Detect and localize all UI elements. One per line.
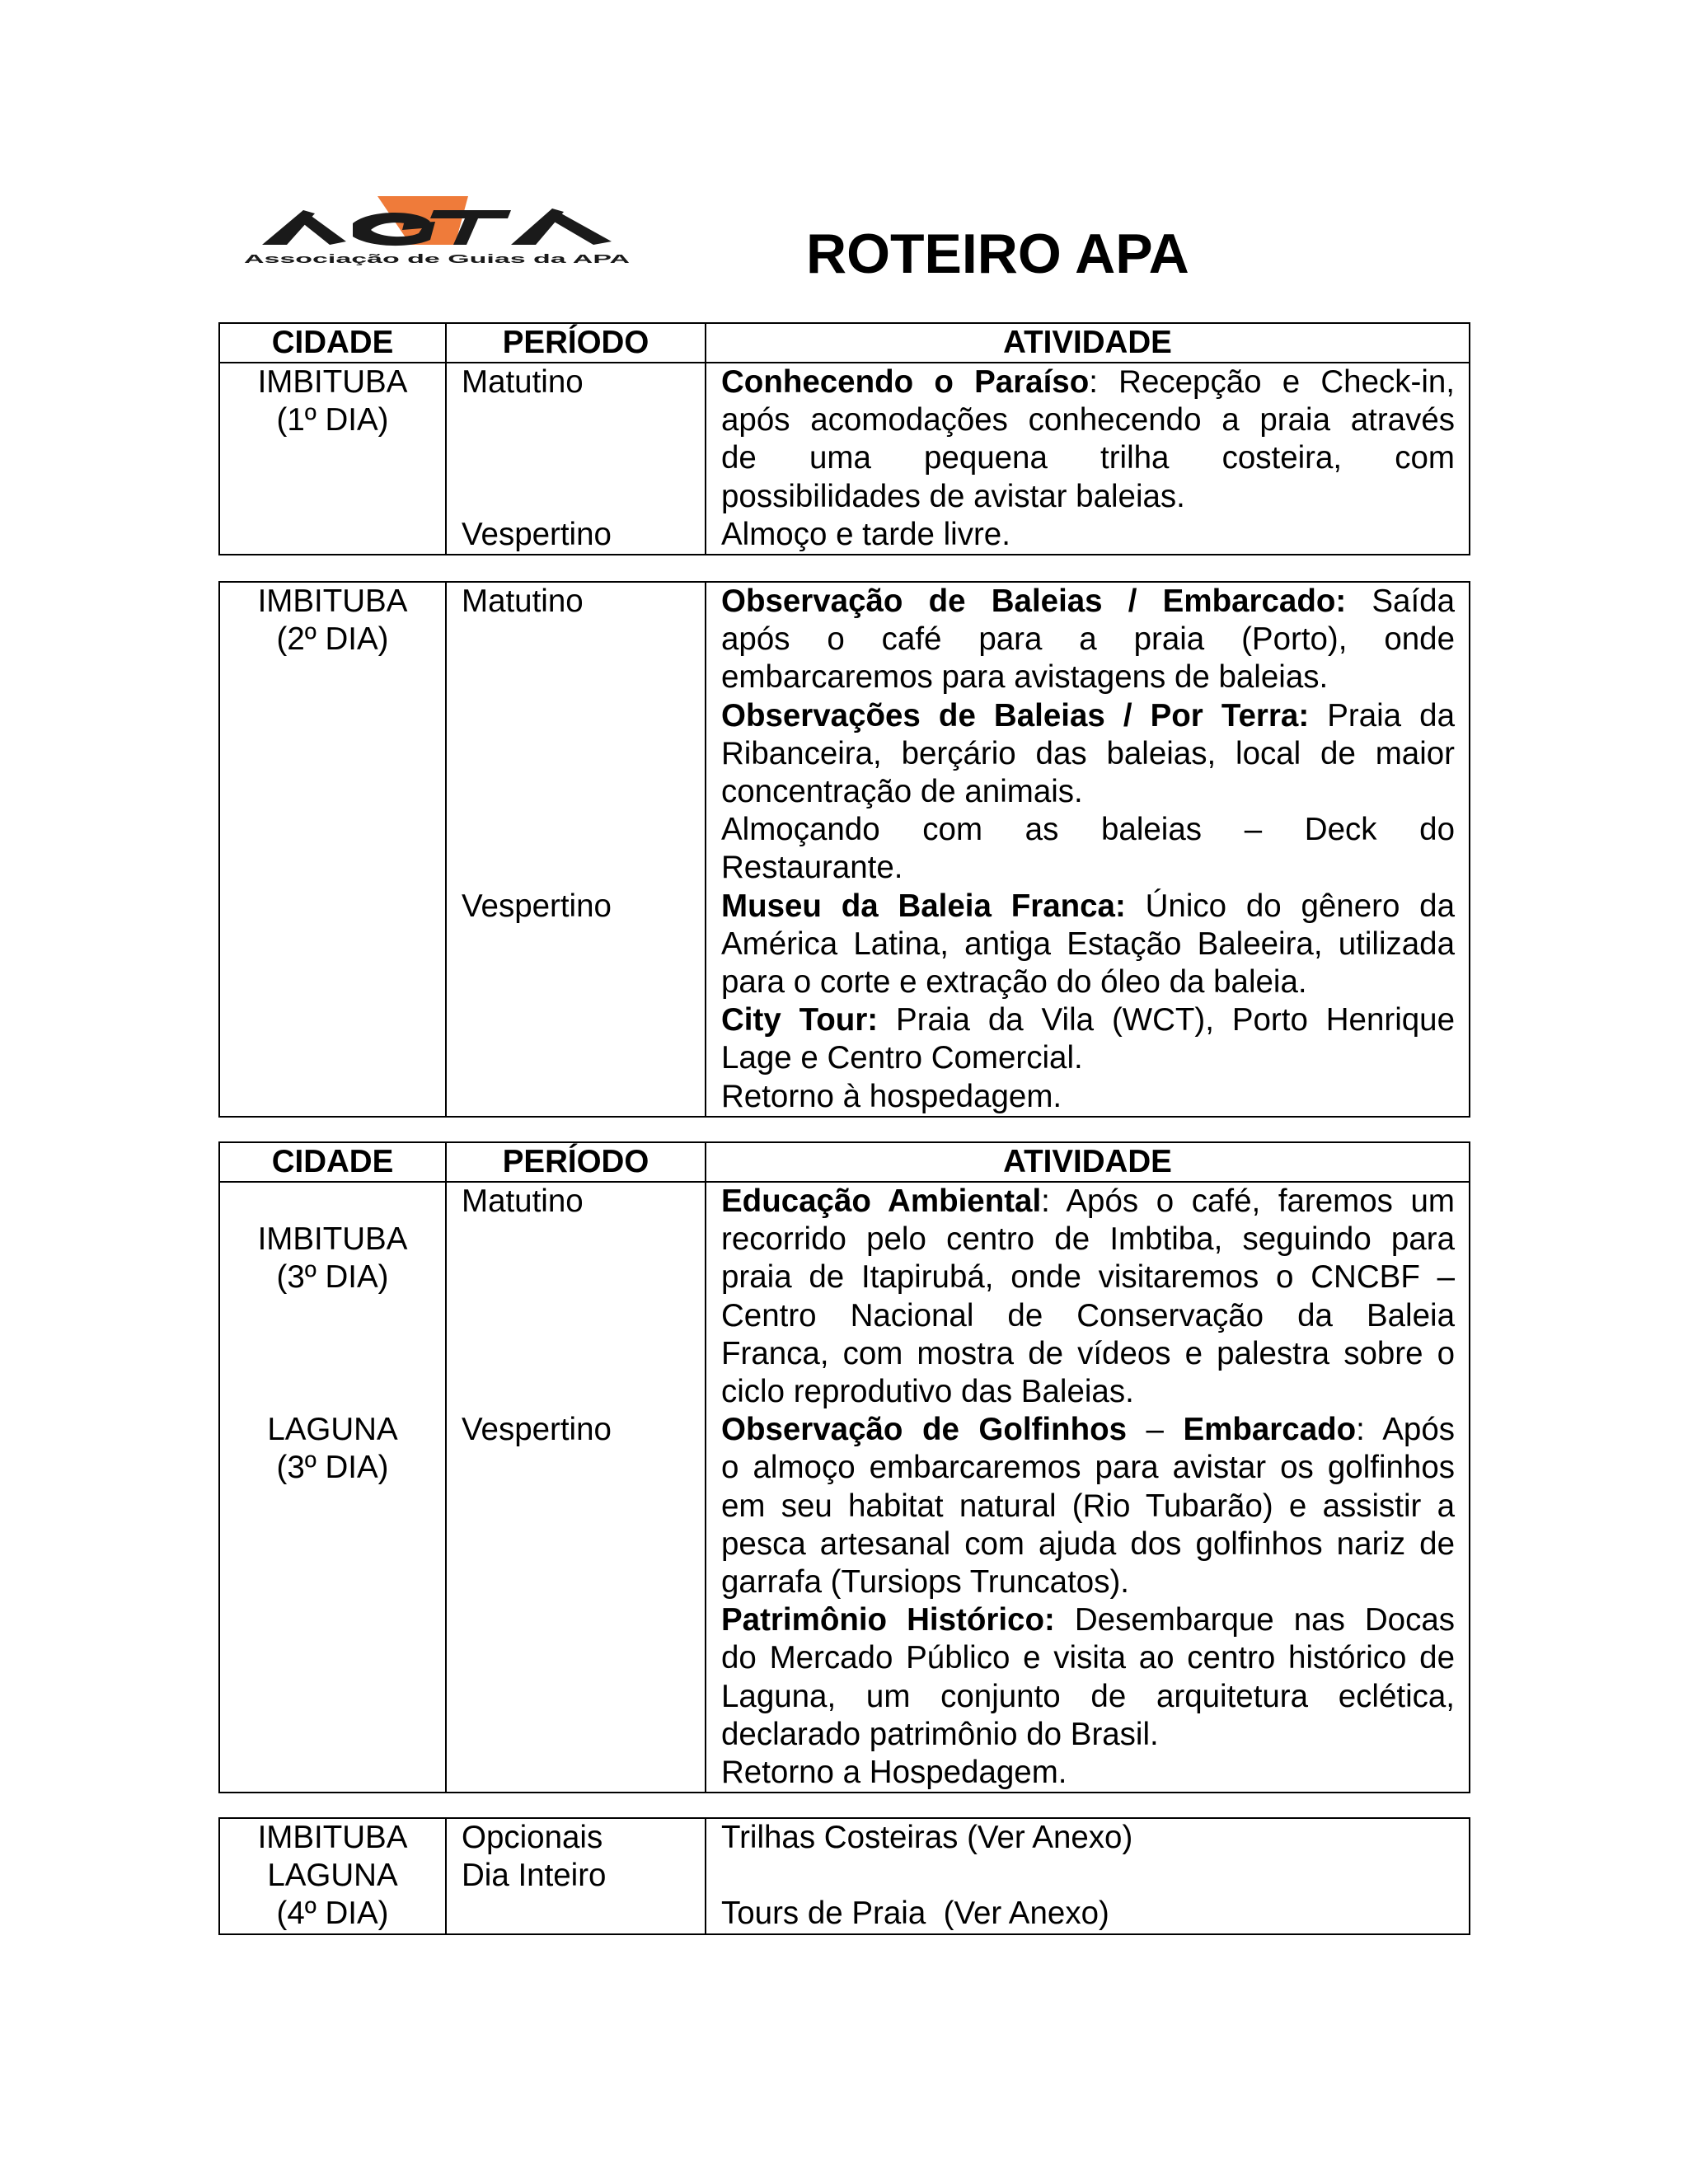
period-afternoon: Vespertino [462, 888, 612, 924]
header-cidade: CIDADE [219, 1142, 446, 1182]
period-cell [446, 1182, 706, 1793]
city-cell [219, 1818, 446, 1934]
day-label: (2º DIA) [276, 621, 389, 658]
header-periodo: PERÍODO [446, 1142, 706, 1182]
agta-logo-graphic [239, 194, 635, 268]
activity-title: Museu da Baleia Franca: [721, 888, 1126, 924]
activity-text: Almoço e tarde livre. [721, 516, 1010, 552]
city-name: IMBITUBA [257, 364, 408, 400]
period-cell [446, 1818, 706, 1934]
activity-title: Observação de Golfinhos [721, 1412, 1128, 1448]
period-morning: Matutino [462, 364, 584, 400]
activity-text: Retorno à hospedagem. [721, 1078, 1062, 1114]
activity-cell [706, 1818, 1470, 1934]
city-cell [219, 363, 446, 555]
period-morning: Matutino [462, 583, 584, 619]
activity-title: City Tour: [721, 1002, 879, 1038]
period-afternoon: Vespertino [462, 516, 612, 552]
activity-title: Observações de Baleias / Por Terra: [721, 697, 1310, 733]
city-name: IMBITUBA [257, 1820, 408, 1855]
header-periodo: PERÍODO [446, 323, 706, 363]
activity-text: Tours de Praia (Ver Anexo) [721, 1896, 1109, 1932]
period-optional: Opcionais [462, 1820, 603, 1855]
activity-title: Observação de Baleias / Embarcado: [721, 583, 1347, 619]
activity-title: Embarcado [1183, 1412, 1357, 1448]
table-row [219, 582, 1470, 1117]
table-header-row [219, 1142, 1470, 1182]
activity-cell: Conhecendo o Paraíso: Recepção e Check-in, após acomodações conhecendo a praia através de uma pequena trilha costeira, com possibilidades de avistar baleias. Almoço e tarde livre. [706, 363, 1470, 555]
city-name: IMBITUBA [257, 1221, 408, 1258]
agta-logo [239, 194, 635, 268]
activity-cell: Observação de Baleias / Embarcado: Saída após o café para a praia (Porto), onde embarcaremos para avistagens de baleias. Observações de Baleias / Por Terra: Praia da Ribanceira, berçário das baleias, local de maior concentração de animais. Almoçando com as baleias – Deck do Restaurante. Museu da Baleia Franca: Único do gênero da América Latina, antiga Estação Baleeira, utilizada para o corte e extração do óleo da baleia. City Tour: Praia da Vila (WCT), Porto Henrique Lage e Centro Comercial. Retorno à hospedagem. [706, 582, 1470, 1117]
period-afternoon: Vespertino [462, 1412, 612, 1448]
schedule-day4-table [218, 1817, 1470, 1935]
activity-text: Retorno a Hospedagem. [721, 1755, 1067, 1791]
city-name: LAGUNA [267, 1858, 398, 1894]
period-full-day: Dia Inteiro [462, 1858, 607, 1894]
page-title: ROTEIRO APA [806, 223, 1189, 285]
logo-subtitle: Associação de Guias da APA [244, 252, 631, 266]
table-row [219, 1818, 1470, 1934]
period-morning: Matutino [462, 1183, 584, 1219]
activity-title: Conhecendo o Paraíso [721, 364, 1090, 400]
schedule-day2-table [218, 581, 1470, 1118]
day-label: (3º DIA) [276, 1259, 389, 1296]
table-header-row [219, 323, 1470, 363]
city-cell [219, 1182, 446, 1793]
day-label: (4º DIA) [276, 1896, 389, 1932]
table-row [219, 363, 1470, 555]
day-label: (3º DIA) [276, 1450, 389, 1486]
table-row [219, 1182, 1470, 1793]
header-cidade: CIDADE [219, 323, 446, 363]
city-name: LAGUNA [267, 1412, 398, 1448]
activity-title: Patrimônio Histórico: [721, 1602, 1055, 1638]
schedule-day3-table [218, 1141, 1470, 1793]
header-atividade: ATIVIDADE [706, 1142, 1470, 1182]
period-cell [446, 582, 706, 1117]
schedule-day1-table [218, 322, 1470, 555]
period-cell [446, 363, 706, 555]
city-cell [219, 582, 446, 1117]
day-label: (1º DIA) [276, 402, 389, 438]
activity-text: Trilhas Costeiras (Ver Anexo) [721, 1820, 1133, 1855]
header-atividade: ATIVIDADE [706, 323, 1470, 363]
city-name: IMBITUBA [257, 583, 408, 619]
activity-cell: Educação Ambiental: Após o café, faremos um recorrido pelo centro de Imbtiba, seguindo para praia de Itapirubá, onde visitaremos o CNCBF – Centro Nacional de Conservação da Baleia Franca, com mostra de vídeos e palestra sobre o ciclo reprodutivo das Baleias. Observação de Golfinhos – Embarcado: Após o almoço embarcaremos para avistar os golfinhos em seu habitat natural (Rio Tubarão) e assistir a pesca artesanal com ajuda dos golfinhos nariz de garrafa (Tursiops Truncatos). Patrimônio Histórico: Desembarque nas Docas do Mercado Público e visita ao centro histórico de Laguna, um conjunto de arquitetura eclética, declarado patrimônio do Brasil. Retorno a Hospedagem. [706, 1182, 1470, 1793]
activity-title: Educação Ambiental [721, 1183, 1042, 1219]
